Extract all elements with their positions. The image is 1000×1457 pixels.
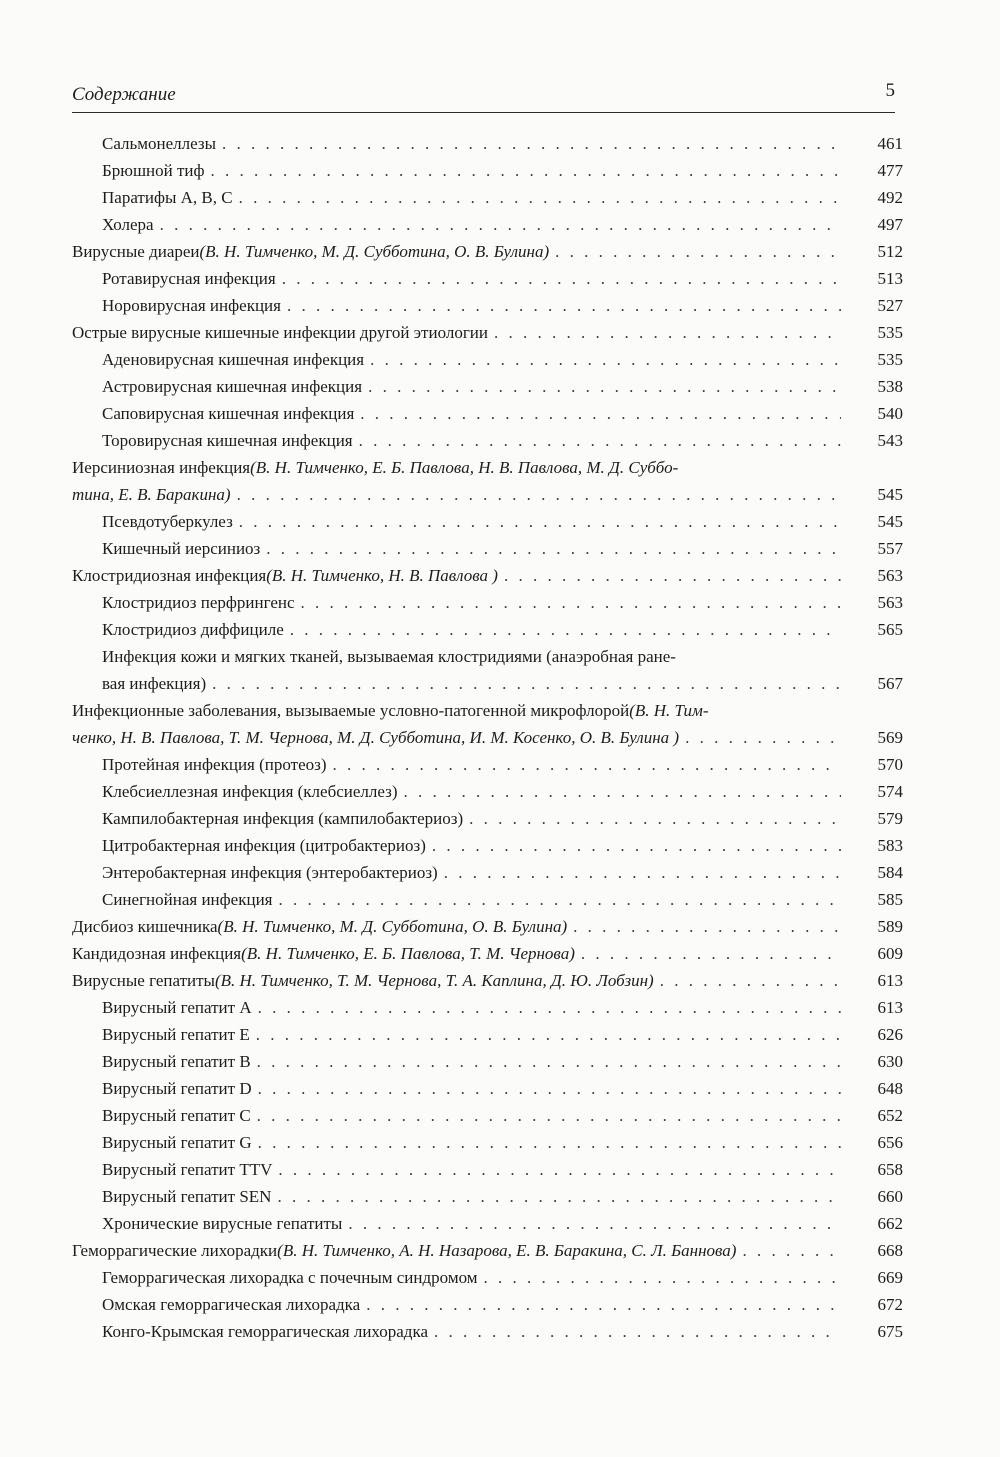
toc-entry-title: Геморрагические лихорадки (72, 1241, 278, 1260)
toc-page-number[interactable]: 545 (877, 512, 903, 531)
toc-entry-title: Вирусный гепатит TTV (102, 1160, 273, 1179)
toc-page-number[interactable]: 535 (877, 323, 903, 342)
toc-entry-authors: (В. Н. Тимченко, Т. М. Чернова, Т. А. Каплина, Д. Ю. Лобзин) (214, 971, 654, 990)
dot-leader (567, 913, 841, 940)
toc-page-number[interactable]: 669 (877, 1268, 903, 1287)
toc-entry[interactable] (72, 697, 903, 751)
toc-page-number[interactable]: 672 (877, 1295, 903, 1314)
toc-entry[interactable] (72, 400, 903, 427)
toc-entry-line (102, 292, 841, 319)
toc-entry[interactable] (72, 778, 903, 805)
dot-leader (276, 265, 841, 292)
toc-page-number[interactable]: 660 (877, 1187, 903, 1206)
section-title: Содержание (72, 84, 176, 105)
toc-entry[interactable] (72, 427, 903, 454)
toc-entry-title: Дисбиоз кишечника (72, 917, 218, 936)
toc-entry[interactable] (72, 211, 903, 238)
dot-leader (260, 535, 841, 562)
toc-page-number[interactable]: 492 (877, 188, 903, 207)
dot-leader (478, 1264, 841, 1291)
toc-entry-title: Вирусный гепатит С (102, 1106, 251, 1125)
toc-entry-title: Вирусные гепатиты (72, 971, 215, 990)
toc-entry[interactable] (72, 1237, 903, 1264)
dot-leader (250, 1021, 841, 1048)
toc-entry-line (72, 1237, 841, 1264)
toc-page-number[interactable]: 540 (877, 404, 903, 423)
toc-page-number[interactable]: 585 (877, 890, 903, 909)
toc-entry-line (102, 184, 841, 211)
toc-entry-authors-cont: тина, Е. В. Баракина) (72, 485, 231, 504)
toc-page-number[interactable]: 543 (877, 431, 903, 450)
toc-entry-line (72, 481, 841, 508)
toc-entry[interactable] (72, 994, 903, 1021)
page-number: 5 (885, 80, 895, 101)
toc-entry-title: Холера (102, 215, 154, 234)
dot-leader (438, 859, 841, 886)
dot-leader (549, 238, 841, 265)
toc-entry[interactable] (72, 454, 903, 508)
dot-leader (154, 211, 841, 238)
toc-entry-title: Клостридиоз перфрингенс (102, 593, 295, 612)
toc-page-number[interactable]: 513 (877, 269, 903, 288)
toc-entry-line (102, 994, 841, 1021)
toc-entry-title: Протейная инфекция (протеоз) (102, 755, 327, 774)
toc-entry[interactable] (72, 805, 903, 832)
toc-entry[interactable] (72, 1075, 903, 1102)
toc-page-number[interactable]: 630 (877, 1052, 903, 1071)
toc-entry-line (72, 967, 841, 994)
dot-leader (216, 130, 841, 157)
dot-leader (252, 1129, 841, 1156)
toc-entry-authors: (В. Н. Тимченко, Е. Б. Павлова, Н. В. Павлова, М. Д. Суббо- (250, 458, 679, 477)
toc-entry-line (102, 1129, 841, 1156)
dot-leader (575, 940, 841, 967)
toc-entry-title: Вирусные диареи (72, 242, 200, 261)
dot-leader (463, 805, 841, 832)
toc-entry-line (102, 265, 841, 292)
toc-entry-title: Саповирусная кишечная инфекция (102, 404, 355, 423)
toc-entry[interactable] (72, 1048, 903, 1075)
toc-entry-title: Кандидозная инфекция (72, 944, 242, 963)
toc-entry-title: Вирусный гепатит D (102, 1079, 252, 1098)
toc-entry-title: Хронические вирусные гепатиты (102, 1214, 343, 1233)
toc-entry-line (72, 319, 841, 346)
toc-entry[interactable] (72, 940, 903, 967)
dot-leader (233, 184, 841, 211)
toc-entry-title: Омская геморрагическая лихорадка (102, 1295, 361, 1314)
toc-entry-title: Псевдотуберкулез (102, 512, 233, 531)
toc-entry-title: Конго-Крымская геморрагическая лихорадка (102, 1322, 429, 1341)
dot-leader (354, 400, 841, 427)
toc-page-number[interactable]: 613 (877, 998, 903, 1017)
toc-page-number[interactable]: 477 (877, 161, 903, 180)
dot-leader (251, 1048, 841, 1075)
toc-entry[interactable] (72, 967, 903, 994)
dot-leader (251, 1102, 841, 1129)
toc-page-number[interactable]: 668 (877, 1241, 903, 1260)
dot-leader (231, 481, 841, 508)
toc-entry[interactable] (72, 1156, 903, 1183)
toc-page-number[interactable]: 652 (877, 1106, 903, 1125)
toc-entry[interactable] (72, 373, 903, 400)
toc-entry[interactable] (72, 1291, 903, 1318)
toc-entry-line (102, 373, 841, 400)
toc-entry-title: Вирусный гепатит SEN (102, 1187, 272, 1206)
dot-leader (271, 1183, 841, 1210)
toc-page-number[interactable]: 626 (877, 1025, 903, 1044)
dot-leader (679, 724, 841, 751)
toc-entry-line (102, 643, 841, 670)
toc-entry-title: Кишечный иерсиниоз (102, 539, 261, 558)
dot-leader (428, 1318, 841, 1345)
toc-entry-line (102, 157, 841, 184)
dot-leader (273, 886, 842, 913)
toc-entry-line (72, 454, 841, 481)
toc-entry-line (102, 805, 841, 832)
toc-page-number[interactable]: 557 (877, 539, 903, 558)
toc-entry-title: Паратифы А, В, С (102, 188, 233, 207)
dot-leader (233, 508, 841, 535)
toc-entry-line (102, 778, 841, 805)
toc-entry-line (102, 832, 841, 859)
toc-entry-line (102, 1075, 841, 1102)
dot-leader (281, 292, 841, 319)
toc-entry-line (102, 346, 841, 373)
toc-entry[interactable] (72, 508, 903, 535)
toc-entry[interactable] (72, 643, 903, 697)
toc-entry-title: Астровирусная кишечная инфекция (102, 377, 363, 396)
toc-entry-line (102, 1291, 841, 1318)
toc-page-number[interactable]: 535 (877, 350, 903, 369)
toc-entry-title: Геморрагическая лихорадка с почечным синдромом (102, 1268, 478, 1287)
toc-page-number[interactable]: 545 (877, 485, 903, 504)
dot-leader (284, 616, 841, 643)
toc-page-number[interactable]: 497 (877, 215, 903, 234)
dot-leader (272, 1156, 841, 1183)
dot-leader (498, 562, 841, 589)
toc-entry-authors-cont: ченко, Н. В. Павлова, Т. М. Чернова, М. Д. Субботина, И. М. Косенко, О. В. Булина ) (72, 728, 680, 747)
toc-entry[interactable] (72, 319, 903, 346)
toc-entry-line (102, 589, 841, 616)
running-head (72, 78, 895, 113)
toc-entry-title: Синегнойная инфекция (102, 890, 273, 909)
toc-page-number[interactable]: 567 (877, 674, 903, 693)
toc-entry[interactable] (72, 1264, 903, 1291)
toc-page-number[interactable]: 538 (877, 377, 903, 396)
dot-leader (206, 670, 841, 697)
dot-leader (488, 319, 841, 346)
toc-entry-line (102, 1264, 841, 1291)
toc-entry-line (102, 616, 841, 643)
dot-leader (360, 1291, 841, 1318)
toc-entry[interactable] (72, 832, 903, 859)
toc-entry-authors: (В. Н. Тимченко, Е. Б. Павлова, Т. М. Чернова) (241, 944, 575, 963)
toc-entry-line (102, 427, 841, 454)
toc-page-number[interactable]: 570 (877, 755, 903, 774)
toc-page-number[interactable]: 609 (877, 944, 903, 963)
toc-entry[interactable] (72, 1102, 903, 1129)
toc-entry-line (72, 562, 841, 589)
toc-entry[interactable] (72, 184, 903, 211)
toc-entry-title: Инфекция кожи и мягких тканей, вызываемая клостридиями (анаэробная ране- (102, 647, 676, 666)
toc-entry-authors: (В. Н. Тимченко, М. Д. Субботина, О. В. Булина) (217, 917, 568, 936)
toc-entry-title: Торовирусная кишечная инфекция (102, 431, 353, 450)
toc-entry-title: Цитробактерная инфекция (цитробактериоз) (102, 836, 426, 855)
toc-entry-line (102, 670, 841, 697)
toc-entry[interactable] (72, 913, 903, 940)
dot-leader (295, 589, 841, 616)
toc-page-number[interactable]: 613 (877, 971, 903, 990)
toc-entry[interactable] (72, 886, 903, 913)
toc-entry-authors: (В. Н. Тимченко, М. Д. Субботина, О. В. Булина) (199, 242, 550, 261)
toc-entry-line (102, 130, 841, 157)
dot-leader (736, 1237, 841, 1264)
toc-entry-line (72, 697, 841, 724)
toc-entry-title: Норовирусная инфекция (102, 296, 281, 315)
dot-leader (205, 157, 841, 184)
toc-entry-title: Кампилобактерная инфекция (кампилобактериоз) (102, 809, 464, 828)
toc-entry[interactable] (72, 130, 903, 157)
toc-entry-line (102, 1183, 841, 1210)
toc-entry-title: Клостридиозная инфекция (72, 566, 267, 585)
toc-entry-title: Клостридиоз диффициле (102, 620, 284, 639)
toc-entry-title: Иерсиниозная инфекция (72, 458, 251, 477)
dot-leader (327, 751, 841, 778)
toc-entry-title-cont: вая инфекция) (102, 674, 207, 693)
toc-page-number[interactable]: 527 (877, 296, 903, 315)
toc-entry[interactable] (72, 346, 903, 373)
toc-entry[interactable] (72, 265, 903, 292)
toc-page-number[interactable]: 563 (877, 566, 903, 585)
toc-entry-title: Ротавирусная инфекция (102, 269, 276, 288)
toc-page-number[interactable]: 569 (877, 728, 903, 747)
toc-page-number[interactable]: 579 (877, 809, 903, 828)
toc-page-number[interactable]: 648 (877, 1079, 903, 1098)
dot-leader (342, 1210, 841, 1237)
toc-entry-line (102, 535, 841, 562)
dot-leader (252, 994, 841, 1021)
toc-entry-line (102, 1021, 841, 1048)
toc-entry-line (102, 1210, 841, 1237)
toc-page-number[interactable]: 675 (877, 1322, 903, 1341)
toc-entry[interactable] (72, 1129, 903, 1156)
toc-page-number[interactable]: 583 (877, 836, 903, 855)
toc-entry[interactable] (72, 1318, 903, 1345)
toc-entry[interactable] (72, 1021, 903, 1048)
dot-leader (252, 1075, 841, 1102)
toc-entry-authors: (В. Н. Тимченко, А. Н. Назарова, Е. В. Баракина, С. Л. Баннова) (277, 1241, 737, 1260)
toc-page-number[interactable]: 563 (877, 593, 903, 612)
toc-entry[interactable] (72, 562, 903, 589)
toc-page-number[interactable]: 565 (877, 620, 903, 639)
toc-page-number[interactable]: 658 (877, 1160, 903, 1179)
toc-entry[interactable] (72, 589, 903, 616)
toc-entry-authors: (В. Н. Тимченко, Н. В. Павлова ) (266, 566, 498, 585)
toc-page-number[interactable]: 656 (877, 1133, 903, 1152)
toc-entry-title: Вирусный гепатит Е (102, 1025, 250, 1044)
dot-leader (426, 832, 841, 859)
toc-entry-line (72, 940, 841, 967)
toc-entry-authors: (В. Н. Тим- (629, 701, 709, 720)
toc-entry[interactable] (72, 157, 903, 184)
toc-entry-line (102, 1156, 841, 1183)
toc-entry[interactable] (72, 616, 903, 643)
toc-entry-line (102, 1318, 841, 1345)
toc-entry-line (72, 913, 841, 940)
toc-entry-title: Энтеробактерная инфекция (энтеробактериоз) (102, 863, 438, 882)
toc-entry-line (102, 1048, 841, 1075)
toc-page-number[interactable]: 574 (877, 782, 903, 801)
toc-entry-title: Вирусный гепатит В (102, 1052, 251, 1071)
toc-entry-line (102, 886, 841, 913)
toc-page-number[interactable]: 512 (877, 242, 903, 261)
toc-entry-title: Вирусный гепатит А (102, 998, 252, 1017)
toc-entry-line (102, 400, 841, 427)
toc-entry-line (102, 751, 841, 778)
toc-entry-title: Аденовирусная кишечная инфекция (102, 350, 365, 369)
toc-entry-line (72, 724, 841, 751)
toc-page-number[interactable]: 584 (877, 863, 903, 882)
toc-entry-title: Сальмонеллезы (102, 134, 217, 153)
toc-entry-line (102, 508, 841, 535)
toc-entry[interactable] (72, 1210, 903, 1237)
toc-entry-title: Клебсиеллезная инфекция (клебсиеллез) (102, 782, 398, 801)
toc-page-number[interactable]: 589 (877, 917, 903, 936)
toc-entry[interactable] (72, 238, 903, 265)
toc-entry-line (102, 211, 841, 238)
dot-leader (362, 373, 841, 400)
toc-entry[interactable] (72, 751, 903, 778)
toc-entry-line (102, 859, 841, 886)
toc-entry[interactable] (72, 1183, 903, 1210)
dot-leader (654, 967, 841, 994)
toc-entry-line (102, 1102, 841, 1129)
toc-entry-title: Инфекционные заболевания, вызываемые условно-патогенной микрофлорой (72, 701, 630, 720)
toc-entry-line (72, 238, 841, 265)
dot-leader (364, 346, 841, 373)
toc-entry[interactable] (72, 859, 903, 886)
toc-entry[interactable] (72, 292, 903, 319)
toc-entry-title: Вирусный гепатит G (102, 1133, 252, 1152)
table-of-contents (72, 130, 903, 1345)
toc-entry[interactable] (72, 535, 903, 562)
toc-entry-title: Острые вирусные кишечные инфекции другой этиологии (72, 323, 489, 342)
toc-page-number[interactable]: 461 (877, 134, 903, 153)
toc-entry-title: Брюшной тиф (102, 161, 205, 180)
dot-leader (398, 778, 841, 805)
toc-page-number[interactable]: 662 (877, 1214, 903, 1233)
dot-leader (353, 427, 841, 454)
